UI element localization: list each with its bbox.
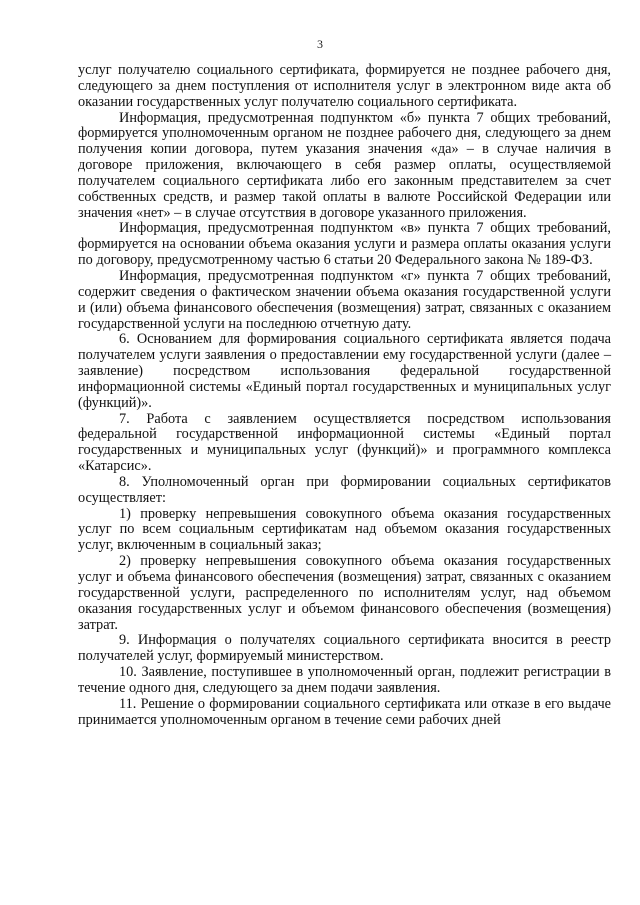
paragraph-subparagraph-v-info: Информация, предусмотренная подпунктом «в» пункта 7 общих требований, формируется на основании объема оказания услуги и размера оплаты оказания услуги по договору, предусмотренному частью 6 статьи 20 Федерального закона № 189-ФЗ. bbox=[78, 220, 611, 269]
paragraph-subparagraph-b-info: Информация, предусмотренная подпунктом «б» пункта 7 общих требований, формируется уполномоченным органом не позднее рабочего дня, следующего за днем получения копии договора, путем указания значения «да» – в случае наличия в договоре приложения, включающего в себя размер оплаты, осуществляемой получателем социального сертификата либо его законным представителем за счет собственных средств, и размер такой оплаты в валюте Российской Федерации или значения «нет» – в случае отсутствия в договоре указанного приложения. bbox=[78, 109, 611, 221]
paragraph-item-7: 7. Работа с заявлением осуществляется посредством использования федеральной государственной информационной системы «Единый портал государственных и муниципальных услуг (функций)» и программного комплекса «Катарсис». bbox=[78, 410, 611, 475]
paragraph-item-8: 8. Уполномоченный орган при формировании социальных сертификатов осуществляет: bbox=[78, 473, 611, 506]
paragraph-item-11: 11. Решение о формировании социального сертификата или отказе в его выдаче принимается уполномоченным органом в течение семи рабочих дней bbox=[78, 695, 611, 728]
document-body bbox=[78, 63, 611, 728]
paragraph-continuation: услуг получателю социального сертификата, формируется не позднее рабочего дня, следующего за днем поступления от исполнителя услуг в электронном виде акта об оказании государственных услуг получателю социального сертификата. bbox=[78, 62, 611, 110]
page-number: 3 bbox=[317, 37, 323, 51]
paragraph-item-6: 6. Основанием для формирования социального сертификата является подача получателем услуги заявления о предоставлении ему государственной услуги (далее – заявление) посредством использования федеральной государственной информационной системы «Единый портал государственных и муниципальных услуг (функций)». bbox=[78, 331, 611, 411]
paragraph-item-10: 10. Заявление, поступившее в уполномоченный орган, подлежит регистрации в течение одного дня, следующего за днем подачи заявления. bbox=[78, 664, 611, 696]
paragraph-item-8-sub-1: 1) проверку непревышения совокупного объема оказания государственных услуг по всем социальным сертификатам над объемом оказания государственных услуг, включенным в социальный заказ; bbox=[78, 505, 611, 554]
paragraph-subparagraph-g-info: Информация, предусмотренная подпунктом «г» пункта 7 общих требований, содержит сведения о фактическом значении объема оказания государственной услуги и (или) объема финансового обеспечения (возмещения) затрат, связанных с оказанием государственной услуги на последнюю отчетную дату. bbox=[78, 267, 611, 332]
paragraph-item-8-sub-2: 2) проверку непревышения совокупного объема оказания государственных услуг и объема финансового обеспечения (возмещения) затрат, связанных с оказанием государственной услуги, распределенного по исполнителям услуг, над объемом оказания государственных услуг и объемом финансового обеспечения (возмещения) затрат. bbox=[78, 553, 611, 633]
paragraph-item-9: 9. Информация о получателях социального сертификата вносится в реестр получателей услуг, формируемый министерством. bbox=[78, 632, 611, 665]
